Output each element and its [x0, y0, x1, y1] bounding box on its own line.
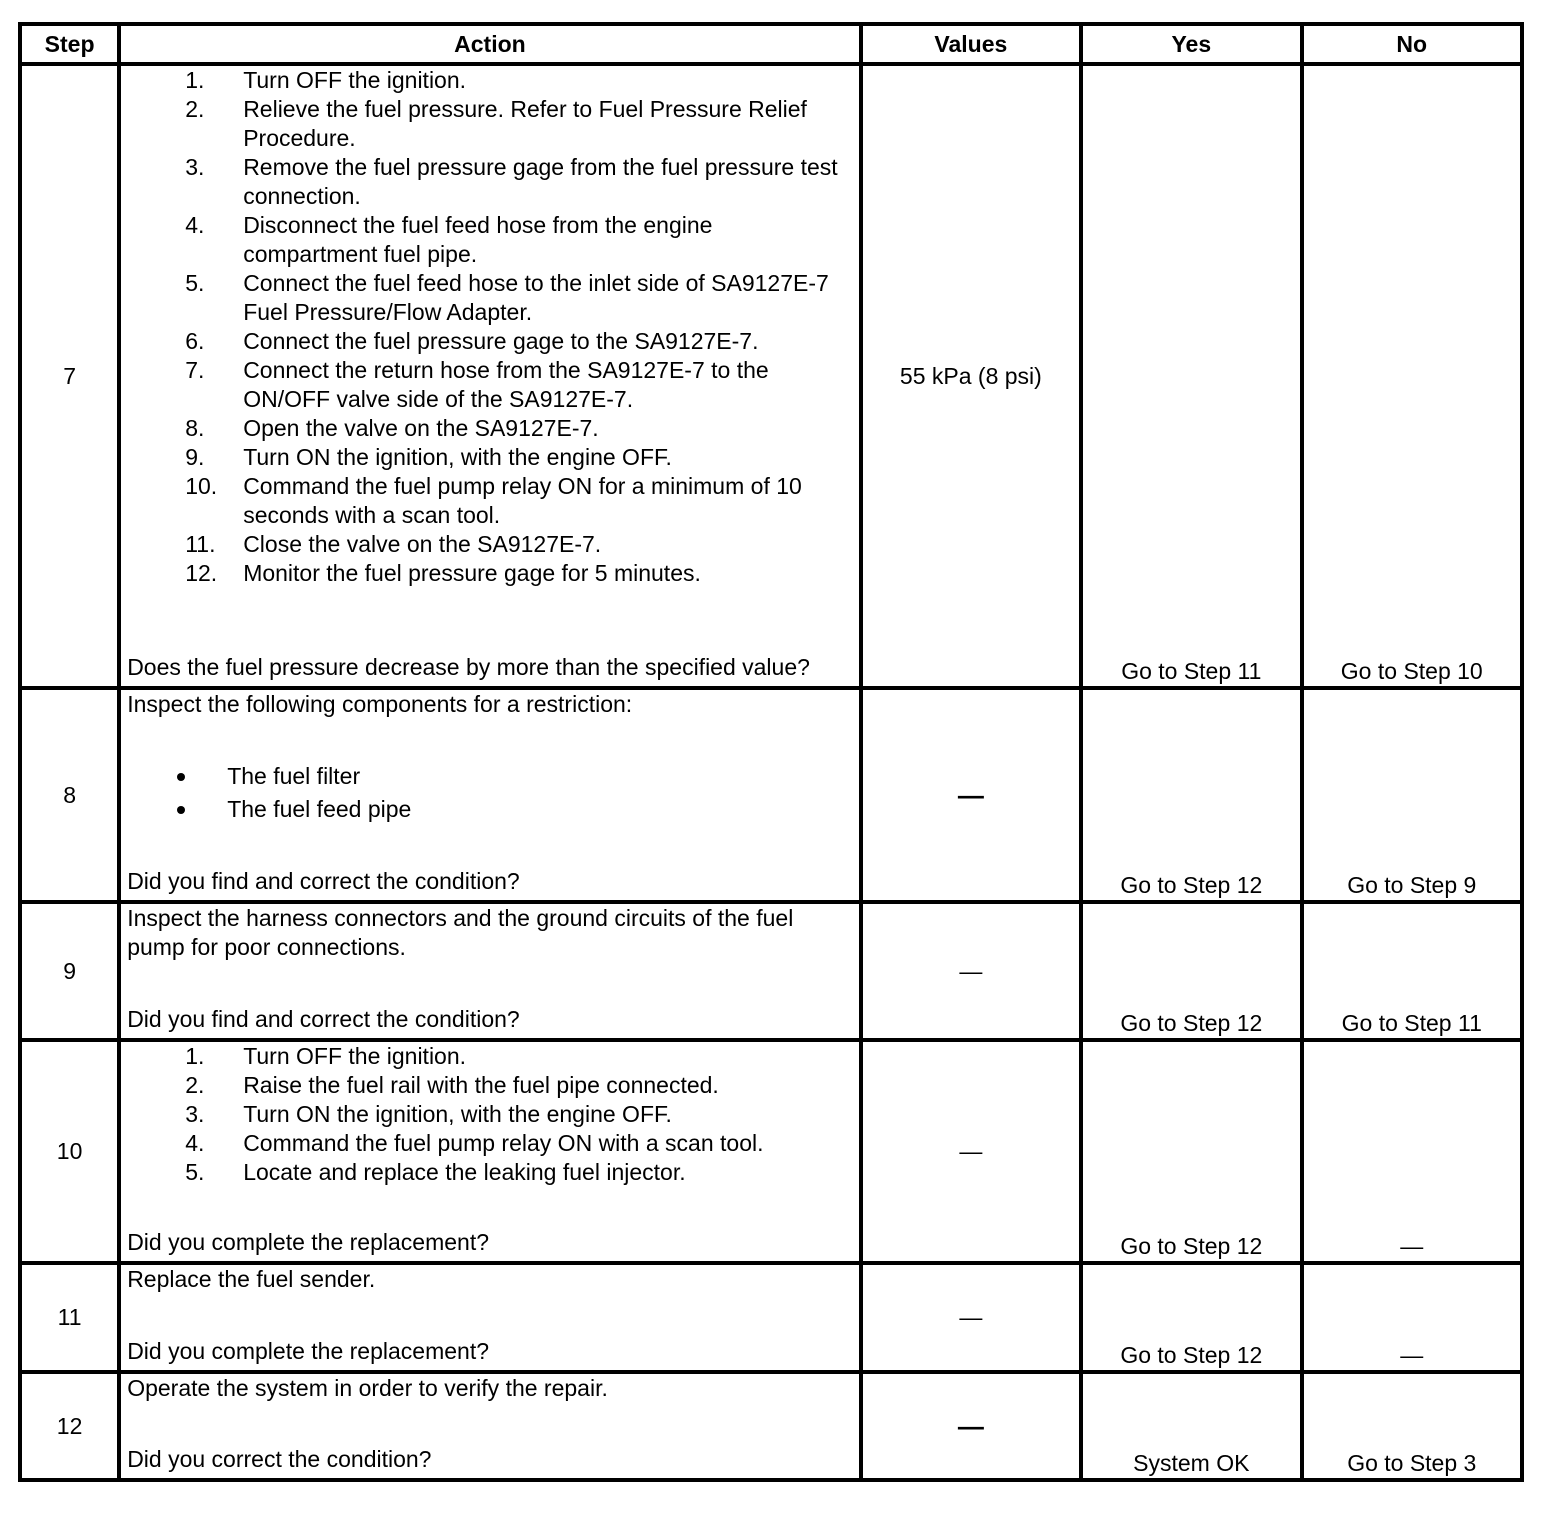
header-values: Values: [861, 24, 1081, 64]
table-row-step-10: [20, 1040, 1522, 1263]
no-cell: Go to Step 9: [1302, 688, 1522, 902]
list-item: 12. Monitor the fuel pressure gage for 5 minutes.: [185, 560, 701, 586]
component-list: [127, 760, 852, 826]
yes-cell: Go to Step 12: [1081, 1040, 1301, 1263]
table-row-step-11: [20, 1263, 1522, 1372]
header-no: No: [1302, 24, 1522, 64]
step-number: 12: [20, 1372, 119, 1480]
header-step: Step: [20, 24, 119, 64]
no-cell: Go to Step 3: [1302, 1372, 1522, 1480]
procedure-list: [127, 1042, 852, 1187]
action-question: Did you complete the replacement?: [127, 1338, 489, 1364]
action-intro: Replace the fuel sender.: [127, 1266, 376, 1292]
action-question: Did you complete the replacement?: [127, 1229, 489, 1255]
action-question: Did you find and correct the condition?: [127, 1006, 520, 1032]
list-item: 6. Connect the fuel pressure gage to the SA9127E-7.: [185, 328, 759, 354]
list-item: 7. Connect the return hose from the SA9127E-7 to the ON/OFF valve side of the SA9127E-7.: [185, 357, 769, 412]
yes-cell: Go to Step 11: [1081, 64, 1301, 688]
yes-cell: System OK: [1081, 1372, 1301, 1480]
table-row-step-8: [20, 688, 1522, 902]
value-cell: —: [861, 1372, 1081, 1480]
step-number: 7: [20, 64, 119, 688]
diagnostic-table: [18, 22, 1524, 1482]
value-cell: 55 kPa (8 psi): [861, 64, 1081, 688]
list-item: 3. Turn ON the ignition, with the engine OFF.: [185, 1101, 672, 1127]
action-cell: [119, 902, 860, 1040]
yes-cell: Go to Step 12: [1081, 688, 1301, 902]
action-cell: [119, 1040, 860, 1263]
list-item: 4. Command the fuel pump relay ON with a scan tool.: [185, 1130, 764, 1156]
table-row-step-7: [20, 64, 1522, 688]
list-item: 3. Remove the fuel pressure gage from the fuel pressure test connection.: [185, 154, 838, 209]
action-question: Did you find and correct the condition?: [127, 868, 520, 894]
no-cell: —: [1302, 1263, 1522, 1372]
yes-cell: Go to Step 12: [1081, 902, 1301, 1040]
action-cell: [119, 688, 860, 902]
no-cell: —: [1302, 1040, 1522, 1263]
value-cell: —: [861, 1040, 1081, 1263]
yes-cell: Go to Step 12: [1081, 1263, 1301, 1372]
list-item: 5. Locate and replace the leaking fuel injector.: [185, 1159, 686, 1185]
list-item: 1. Turn OFF the ignition.: [185, 1043, 467, 1069]
list-item: 11. Close the valve on the SA9127E-7.: [185, 531, 602, 557]
header-action: Action: [119, 24, 860, 64]
step-number: 11: [20, 1263, 119, 1372]
list-item: The fuel feed pipe: [227, 796, 412, 822]
header-yes: Yes: [1081, 24, 1301, 64]
list-item: 8. Open the valve on the SA9127E-7.: [185, 415, 599, 441]
step-number: 10: [20, 1040, 119, 1263]
list-item: 5. Connect the fuel feed hose to the inlet side of SA9127E-7 Fuel Pressure/Flow Adapter.: [185, 270, 829, 325]
no-cell: Go to Step 11: [1302, 902, 1522, 1040]
table-row-step-9: [20, 902, 1522, 1040]
list-item: 2. Relieve the fuel pressure. Refer to Fuel Pressure Relief Procedure.: [185, 96, 807, 151]
action-question: Did you correct the condition?: [127, 1446, 432, 1472]
list-item: 10. Command the fuel pump relay ON for a minimum of 10 seconds with a scan tool.: [185, 473, 802, 528]
action-intro: Inspect the harness connectors and the ground circuits of the fuel pump for poor connections.: [127, 905, 794, 960]
list-item: 1. Turn OFF the ignition.: [185, 67, 467, 93]
list-item: 9. Turn ON the ignition, with the engine OFF.: [185, 444, 672, 470]
header-row: [20, 24, 1522, 64]
value-cell: —: [861, 902, 1081, 1040]
value-cell: —: [861, 1263, 1081, 1372]
procedure-list: [127, 66, 852, 588]
table-row-step-12: [20, 1372, 1522, 1480]
action-cell: [119, 1263, 860, 1372]
no-cell: Go to Step 10: [1302, 64, 1522, 688]
step-number: 8: [20, 688, 119, 902]
action-cell: [119, 64, 860, 688]
step-number: 9: [20, 902, 119, 1040]
list-item: The fuel filter: [227, 763, 361, 789]
list-item: 4. Disconnect the fuel feed hose from the engine compartment fuel pipe.: [185, 212, 713, 267]
action-intro: Inspect the following components for a restriction:: [127, 691, 633, 717]
list-item: 2. Raise the fuel rail with the fuel pipe connected.: [185, 1072, 719, 1098]
action-intro: Operate the system in order to verify the repair.: [127, 1375, 608, 1401]
action-question: Does the fuel pressure decrease by more than the specified value?: [127, 654, 810, 680]
action-cell: [119, 1372, 860, 1480]
value-cell: —: [861, 688, 1081, 902]
